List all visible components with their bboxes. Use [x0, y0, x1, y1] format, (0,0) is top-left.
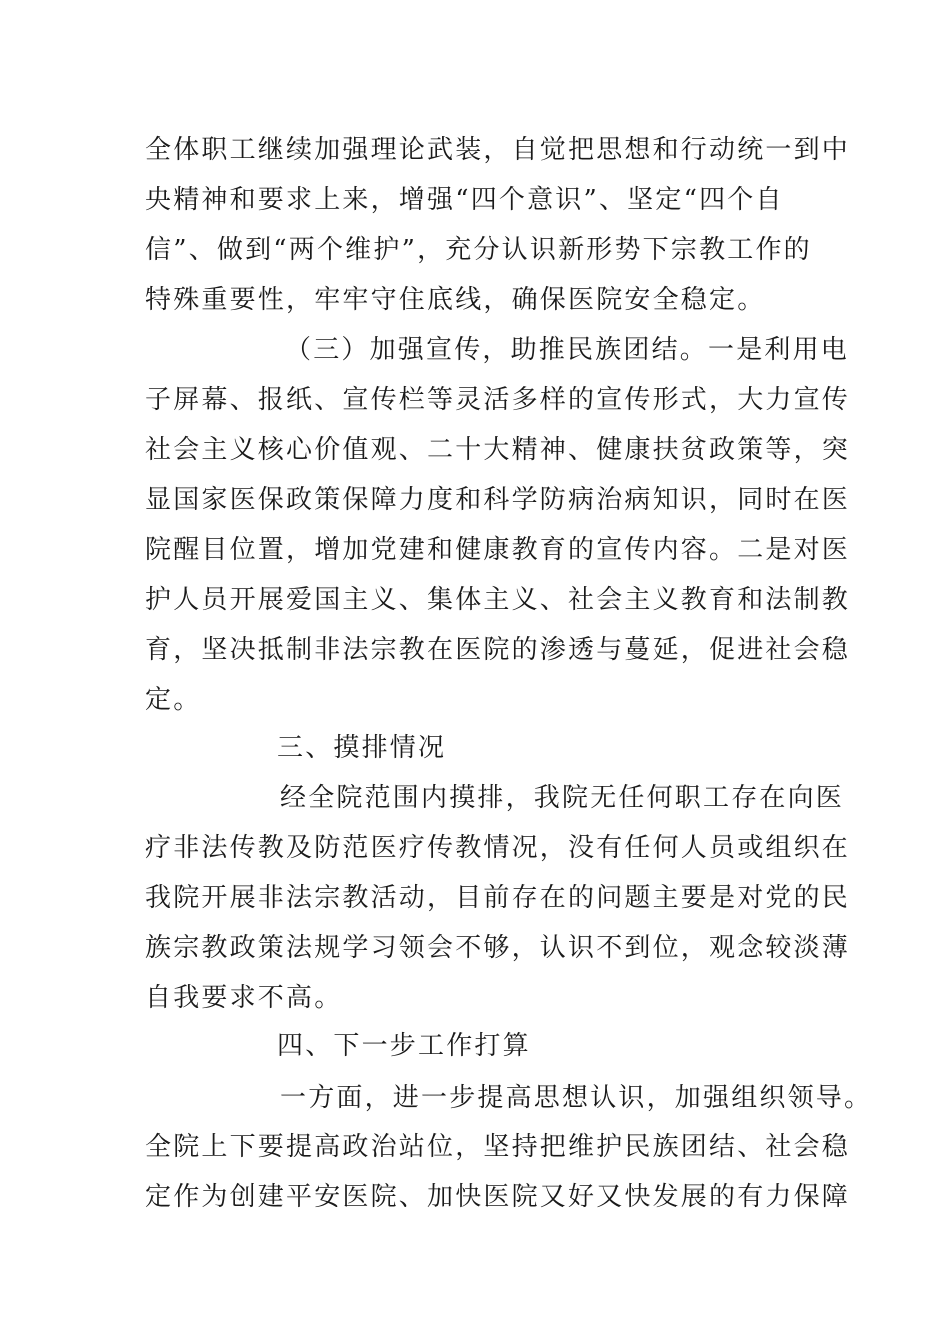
- text-line: 疗非法传教及防范医疗传教情况，没有任何人员或组织在: [145, 833, 851, 863]
- text-line: 显国家医保政策保障力度和科学防病治病知识，同时在医: [145, 485, 851, 515]
- text-line: 子屏幕、报纸、宣传栏等灵活多样的宣传形式，大力宣传: [145, 385, 851, 415]
- text-line: 央精神和要求上来，增强“四个意识”、坚定“四个自: [145, 185, 784, 215]
- text-line: 族宗教政策法规学习领会不够，认识不到位，观念较淡薄: [145, 933, 851, 963]
- text-line: 一方面，进一步提高思想认识，加强组织领导。: [280, 1083, 873, 1113]
- text-line: 定作为创建平安医院、加快医院又好又快发展的有力保障: [145, 1182, 851, 1212]
- text-line: 全体职工继续加强理论武装，自觉把思想和行动统一到中: [145, 135, 851, 165]
- text-line: 育，坚决抵制非法宗教在医院的渗透与蔓延，促进社会稳: [145, 635, 851, 665]
- text-line: 定。: [145, 685, 202, 715]
- text-line: 院醒目位置，增加党建和健康教育的宣传内容。二是对医: [145, 535, 851, 565]
- section-heading: 四、下一步工作打算: [277, 1031, 531, 1061]
- text-line: 社会主义核心价值观、二十大精神、健康扶贫政策等，突: [145, 435, 851, 465]
- text-line: 信”、做到“两个维护”，充分认识新形势下宗教工作的: [145, 235, 812, 265]
- text-line: 全院上下要提高政治站位，坚持把维护民族团结、社会稳: [145, 1132, 851, 1162]
- section-heading-3: （三）加强宣传，助推民族团结。一是利用电: [285, 335, 850, 365]
- text-line: 护人员开展爱国主义、集体主义、社会主义教育和法制教: [145, 585, 851, 615]
- text-line: 特殊重要性，牢牢守住底线，确保医院安全稳定。: [145, 285, 766, 315]
- section-heading: 三、摸排情况: [277, 733, 447, 763]
- text-line: 我院开展非法宗教活动，目前存在的问题主要是对党的民: [145, 883, 851, 913]
- text-line: 自我要求不高。: [145, 983, 343, 1013]
- text-line: 经全院范围内摸排，我院无任何职工存在向医: [280, 783, 845, 813]
